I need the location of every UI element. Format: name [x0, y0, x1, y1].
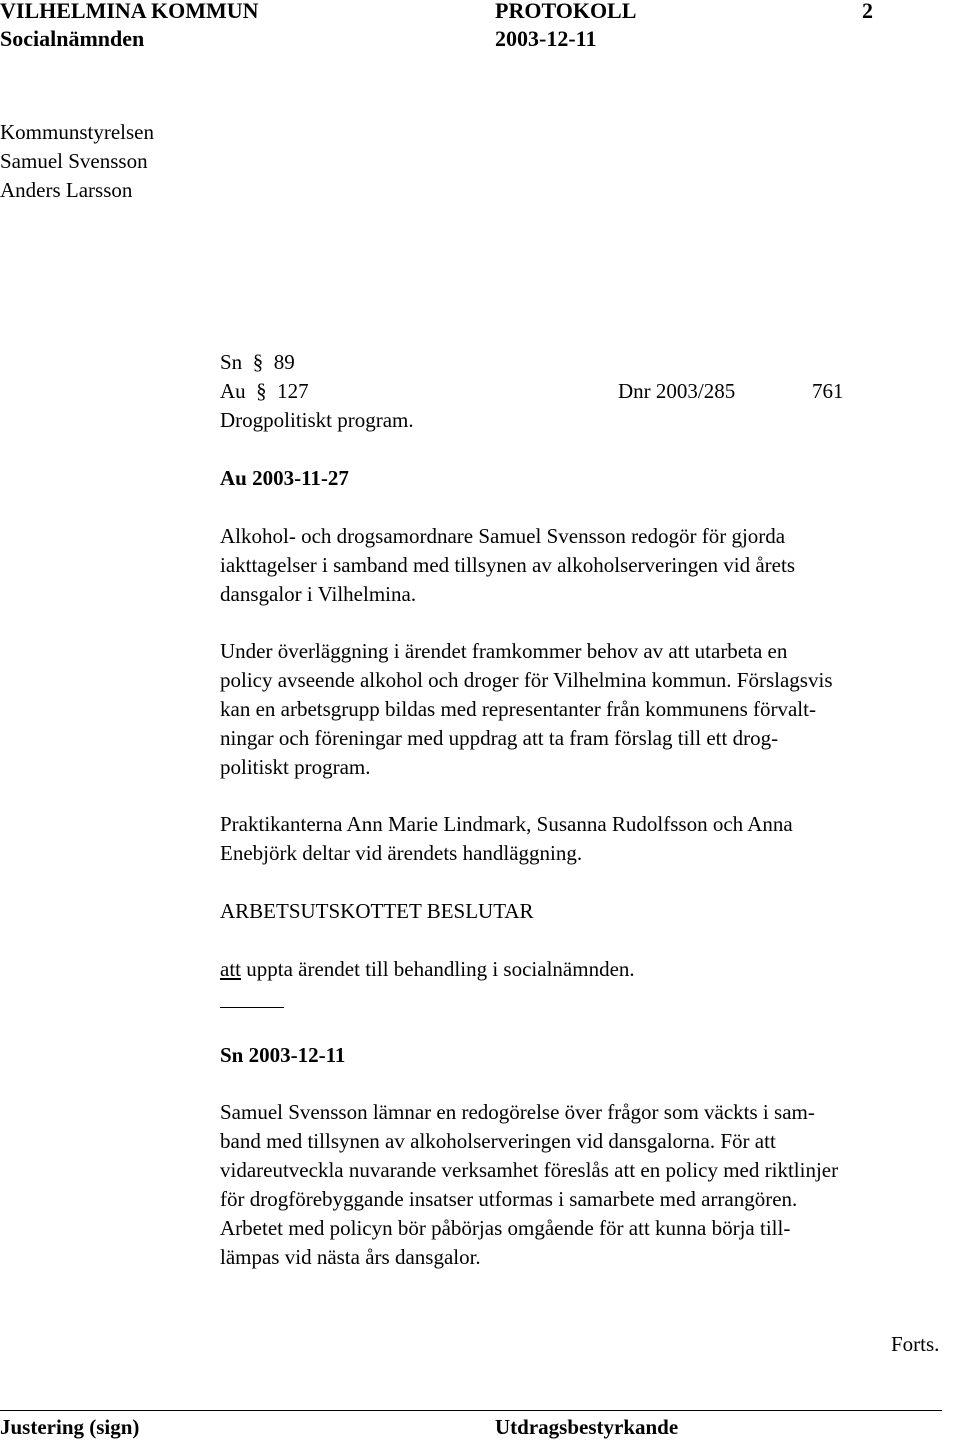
dnr-code: 761 — [812, 379, 844, 403]
continued-marker: Forts. — [891, 1332, 940, 1356]
extract-label: Utdragsbestyrkande — [495, 1415, 679, 1439]
paragraph-line: lämpas vid nästa års dansgalor. — [220, 1245, 481, 1269]
au-paragraph-1 — [220, 522, 960, 609]
section-sign-icon: § — [247, 350, 269, 374]
sn-number: 89 — [273, 350, 295, 374]
decision-heading: ARBETSUTSKOTTET BESLUTAR — [220, 899, 534, 923]
signature-label: Justering (sign) — [0, 1415, 140, 1439]
sn-reference — [220, 348, 295, 377]
sn-section-heading: Sn 2003-12-11 — [220, 1043, 346, 1067]
decision-text — [220, 955, 635, 984]
paragraph-line: kan en arbetsgrupp bildas med representanter från kommunens förvalt- — [220, 697, 816, 721]
decision-body: uppta ärendet till behandling i socialnämnden. — [241, 957, 635, 981]
meeting-date: 2003-12-11 — [495, 26, 597, 51]
paragraph-line: dansgalor i Vilhelmina. — [220, 582, 417, 606]
paragraph-line: ningar och föreningar med uppdrag att ta fram förslag till ett drog- — [220, 726, 779, 750]
municipality-name: VILHELMINA KOMMUN — [0, 0, 259, 23]
paragraph-line: Alkohol- och drogsamordnare Samuel Svensson redogör för gjorda — [220, 524, 786, 548]
dnr-reference: Dnr 2003/285 — [618, 379, 736, 403]
au-paragraph-2 — [220, 637, 960, 782]
paragraph-line: Under överläggning i ärendet framkommer behov av att utarbeta en — [220, 639, 788, 663]
au-label: Au — [220, 379, 246, 403]
paragraph-line: politiskt program. — [220, 755, 371, 779]
paragraph-line: vidareutveckla nuvarande verksamhet föreslås att en policy med riktlinjer — [220, 1158, 839, 1182]
paragraph-line: Arbetet med policyn bör påbörjas omgående för att kunna börja till- — [220, 1216, 791, 1240]
au-section-heading: Au 2003-11-27 — [220, 466, 349, 490]
recipient: Samuel Svensson — [0, 149, 148, 173]
committee-name: Socialnämnden — [0, 26, 145, 51]
recipient: Anders Larsson — [0, 178, 133, 202]
document-type: PROTOKOLL — [495, 0, 637, 23]
sn-paragraph — [220, 1098, 960, 1272]
footer-rule — [0, 1410, 942, 1411]
recipient-list — [0, 118, 154, 205]
paragraph-line: för drogförebyggande insatser utformas i samarbete med arrangören. — [220, 1187, 798, 1211]
paragraph-line: band med tillsynen av alkoholserveringen vid dansgalorna. För att — [220, 1129, 776, 1153]
section-sign-icon: § — [250, 379, 272, 403]
section-separator — [220, 1007, 284, 1008]
au-reference — [220, 377, 309, 406]
paragraph-line: policy avseende alkohol och droger för Vilhelmina kommun. Förslagsvis — [220, 668, 833, 692]
page-number: 2 — [862, 0, 873, 23]
att-keyword: att — [220, 957, 241, 981]
paragraph-line: Samuel Svensson lämnar en redogörelse över frågor som väckts i sam- — [220, 1100, 815, 1124]
recipient: Kommunstyrelsen — [0, 120, 154, 144]
paragraph-line: Enebjörk deltar vid ärendets handläggning. — [220, 841, 583, 865]
sn-label: Sn — [220, 350, 243, 374]
paragraph-line: Praktikanterna Ann Marie Lindmark, Susanna Rudolfsson och Anna — [220, 812, 793, 836]
paragraph-line: iakttagelser i samband med tillsynen av alkoholserveringen vid årets — [220, 553, 795, 577]
subject-title: Drogpolitiskt program. — [220, 408, 414, 432]
au-number: 127 — [277, 379, 309, 403]
au-paragraph-3 — [220, 810, 960, 868]
